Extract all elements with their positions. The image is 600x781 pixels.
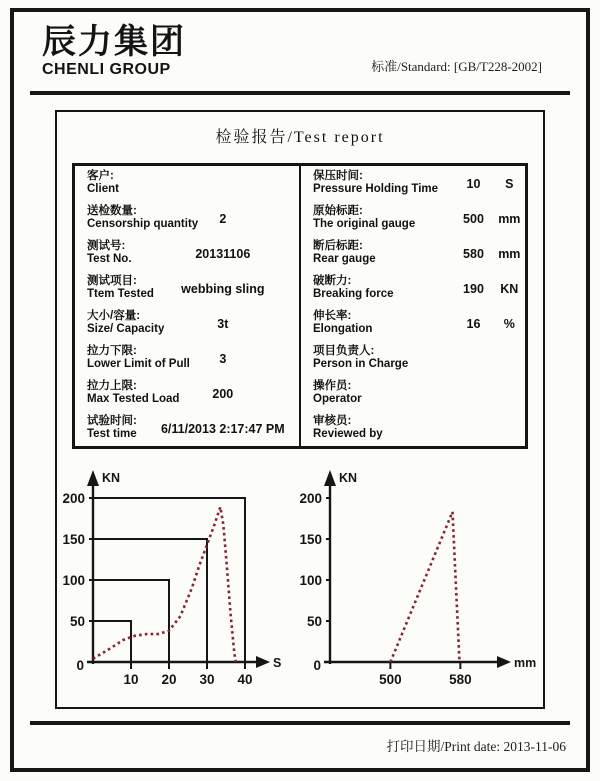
row-value: 200	[212, 386, 234, 401]
force-gauge-chart	[293, 458, 538, 698]
x-axis-arrow-icon	[256, 656, 270, 668]
table-row	[75, 306, 299, 341]
table-row	[75, 341, 299, 376]
row-label-en: Size/ Capacity	[87, 323, 165, 335]
row-unit: mm	[498, 211, 521, 226]
row-label-zh: 拉力上限:	[87, 380, 137, 392]
row-label-zh: 断后标距:	[313, 240, 363, 252]
force-vs-gauge-curve	[390, 512, 459, 662]
row-value: 190	[463, 281, 484, 296]
table-row	[301, 201, 525, 236]
y-axis-arrow-icon	[87, 470, 99, 486]
row-value: 500	[463, 211, 484, 226]
table-row	[301, 236, 525, 271]
row-value: 3t	[217, 316, 229, 331]
row-label-zh: 操作员:	[313, 380, 352, 392]
y-tick-label: 200	[62, 491, 85, 506]
row-label-en: Ttem Tested	[87, 288, 154, 300]
table-row	[301, 376, 525, 411]
company-logo	[42, 24, 186, 79]
x-tick-label: 40	[237, 672, 253, 687]
row-label-en: Operator	[313, 393, 362, 405]
row-label-zh: 试验时间:	[87, 415, 137, 427]
header-divider	[30, 91, 570, 95]
row-label-en: Test No.	[87, 253, 132, 265]
y-tick-label: 200	[299, 491, 322, 506]
y-axis-unit-label: KN	[102, 471, 121, 485]
row-label-en: Censorship quantity	[87, 218, 199, 230]
table-row	[301, 166, 525, 201]
row-label-en: Client	[87, 183, 119, 195]
row-label-en: Test time	[87, 428, 137, 440]
row-label-en: The original gauge	[313, 218, 416, 230]
row-label-zh: 测试号:	[87, 240, 126, 252]
table-row	[75, 271, 299, 306]
row-label-zh: 拉力下限:	[87, 345, 137, 357]
table-row	[301, 411, 525, 446]
x-axis-unit-label: mm	[514, 656, 537, 670]
y-axis-arrow-icon	[324, 470, 336, 486]
table-row	[301, 341, 525, 376]
report-title: 检验报告/Test report	[215, 129, 385, 146]
row-label-zh: 原始标距:	[313, 205, 363, 217]
row-label-en: Pressure Holding Time	[313, 183, 439, 195]
table-right-column	[301, 166, 525, 446]
y-tick-label: 50	[69, 614, 85, 629]
row-label-zh: 大小/容量:	[87, 310, 141, 322]
report-table	[72, 163, 528, 449]
row-value: 6/11/2013 2:17:47 PM	[160, 421, 285, 436]
row-label-en: Max Tested Load	[87, 393, 180, 405]
x-tick-label: 20	[161, 672, 177, 687]
row-label-zh: 伸长率:	[313, 310, 352, 322]
row-unit: mm	[498, 246, 521, 261]
y-tick-label: 150	[299, 532, 322, 547]
y-axis-unit-label: KN	[339, 471, 358, 485]
row-label-zh: 项目负责人:	[313, 345, 375, 357]
row-label-zh: 客户:	[87, 170, 114, 182]
logo-cjk-text: 辰力集团	[42, 23, 186, 61]
table-row	[75, 236, 299, 271]
footer-divider	[30, 721, 570, 725]
table-row	[75, 411, 299, 446]
table-row	[75, 201, 299, 236]
y-tick-label: 0	[76, 658, 84, 673]
row-label-zh: 送检数量:	[87, 205, 137, 217]
row-value: 10	[466, 176, 481, 191]
row-value: 16	[466, 316, 481, 331]
row-value: 2	[219, 211, 227, 226]
table-row	[75, 166, 299, 201]
x-tick-label: 500	[379, 672, 402, 687]
row-unit: S	[505, 176, 514, 191]
row-value: 580	[463, 246, 484, 261]
row-unit: KN	[500, 281, 519, 296]
row-label-en: Reviewed by	[313, 428, 383, 440]
table-row	[301, 306, 525, 341]
row-value: 20131106	[195, 246, 251, 261]
x-axis-unit-label: S	[273, 656, 282, 670]
x-tick-label: 580	[449, 672, 472, 687]
row-label-zh: 破断力:	[313, 275, 352, 287]
force-vs-time-curve	[93, 507, 236, 662]
step-box	[93, 539, 207, 662]
table-row	[75, 376, 299, 411]
row-label-en: Lower Limit of Pull	[87, 358, 190, 370]
row-value: webbing sling	[181, 281, 265, 296]
x-tick-label: 30	[199, 672, 215, 687]
row-value: 3	[219, 351, 227, 366]
row-label-en: Breaking force	[313, 288, 394, 300]
table-row	[301, 271, 525, 306]
logo-en-text: CHENLI GROUP	[42, 61, 171, 78]
x-tick-label: 10	[123, 672, 139, 687]
row-label-en: Rear gauge	[313, 253, 376, 265]
y-tick-label: 100	[299, 573, 322, 588]
row-label-en: Person in Charge	[313, 358, 409, 370]
table-left-column	[75, 166, 301, 446]
y-tick-label: 0	[313, 658, 321, 673]
y-tick-label: 150	[62, 532, 85, 547]
x-axis-arrow-icon	[497, 656, 511, 668]
y-tick-label: 100	[62, 573, 85, 588]
standard-label: 标准/Standard: [GB/T228-2002]	[371, 59, 542, 74]
force-time-chart	[56, 458, 296, 698]
row-label-zh: 审核员:	[313, 415, 352, 427]
row-label-zh: 测试项目:	[87, 275, 137, 287]
print-date-label: 打印日期/Print date: 2013-11-06	[386, 739, 566, 754]
row-label-en: Elongation	[313, 323, 373, 335]
row-unit: %	[503, 316, 515, 331]
y-tick-label: 50	[306, 614, 322, 629]
row-label-zh: 保压时间:	[313, 170, 363, 182]
